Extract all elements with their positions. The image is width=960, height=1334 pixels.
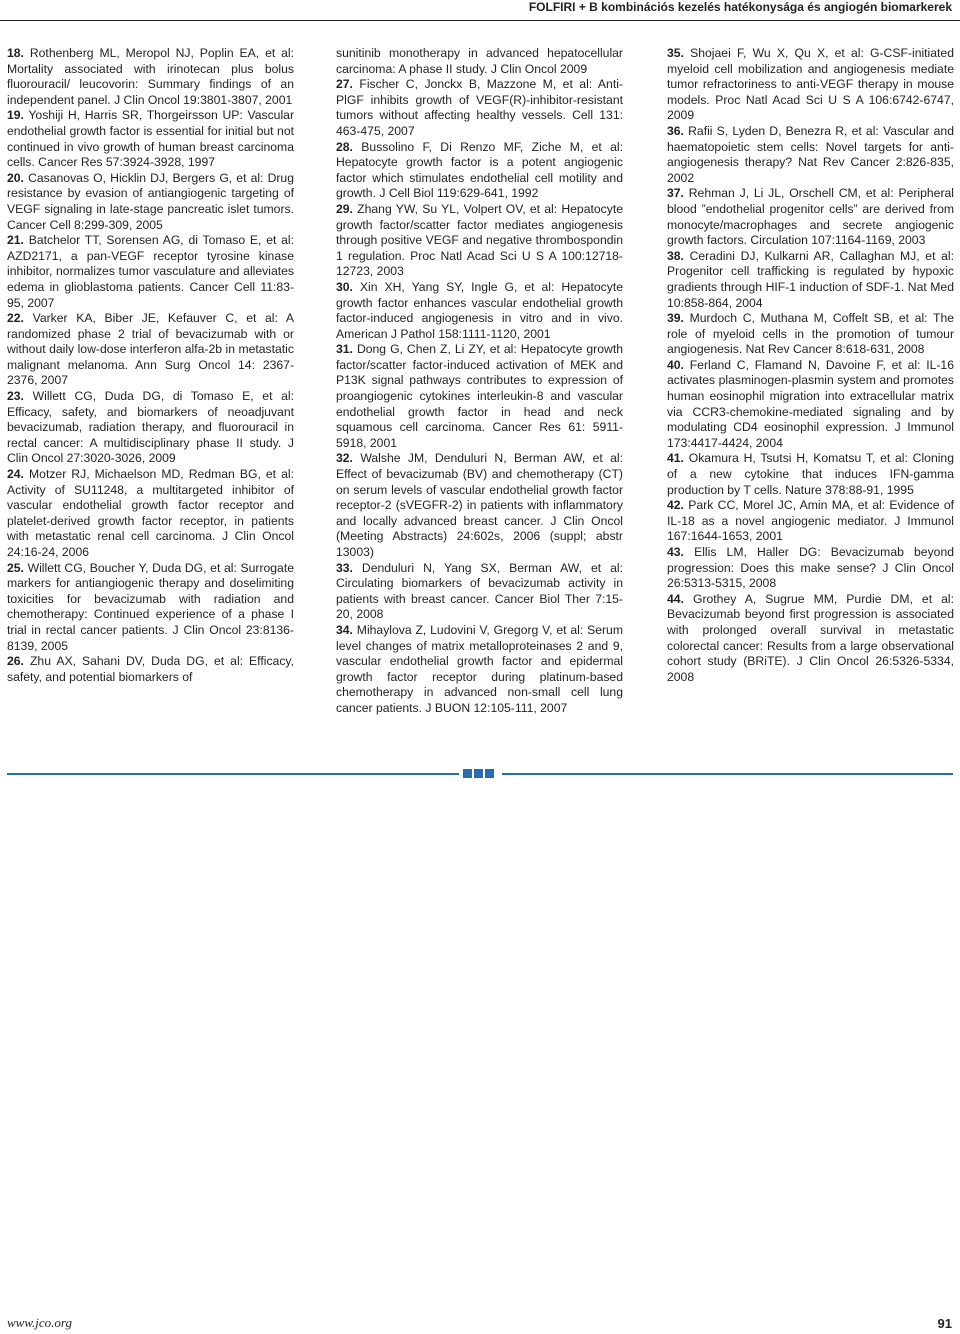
reference-number: 40. [667, 357, 684, 372]
reference-text: Willett CG, Boucher Y, Duda DG, et al: Surrogate markers for antiangiogenic therapy and doselimiting toxicities for bevacizumab with radiation and chemotherapy: Continued experience of a phase I trial in rectal cancer patients. J Clin Oncol 23:8136- 8139, 2005 [7, 560, 294, 653]
reference-text: Fischer C, Jonckx B, Mazzone M, et al: Anti- PlGF inhibits growth of VEGF(R)-inhibitor-resistant tumors without affecting healthy vessels. Cell 131: 463-475, 2007 [336, 77, 623, 138]
reference-entry [7, 233, 294, 311]
reference-number: 26. [7, 654, 24, 669]
reference-number: 37. [667, 186, 684, 201]
reference-number: 20. [7, 170, 24, 185]
reference-text: Dong G, Chen Z, Li ZY, et al: Hepatocyte growth factor/scatter factor-induced activation of MEK and P13K signal pathways contributes to expression of proangiogenic cytokines interleukin-8 and vascular endothelial growth factor in head and neck squamous cell carcinoma. Cancer Res 61: 5911-5918, 2001 [336, 342, 623, 450]
reference-entry [7, 171, 294, 233]
reference-entry [667, 311, 954, 358]
reference-text: Zhang YW, Su YL, Volpert OV, et al: Hepatocyte growth factor/scatter factor mediates angiogenesis through positive VEGF and negative thrombospondin 1 regulation. Proc Natl Acad Sci U S A 100:12718-12723, 2003 [336, 201, 623, 279]
footer-rule-right [502, 773, 953, 775]
reference-text: Rehman J, Li JL, Orschell CM, et al: Peripheral blood ”endothelial progenitor cells” are derived from monocyte/macrophages and secrete angiogenic growth factors. Circulation 107:1164-1169, 2003 [667, 186, 954, 248]
reference-text: Zhu AX, Sahani DV, Duda DG, et al: Efficacy, safety, and potential biomarkers of [7, 654, 294, 684]
reference-entry [667, 545, 954, 592]
page-number: 91 [937, 1316, 952, 1331]
reference-number: 31. [336, 342, 353, 357]
reference-entry [336, 46, 623, 77]
reference-text: Varker KA, Biber JE, Kefauver C, et al: A randomized phase 2 trial of bevacizumab with or without daily low-dose interferon alfa-2b in metastatic malignant melanoma. Ann Surg Oncol 14: 2367-2376, 2007 [7, 311, 294, 388]
reference-text: Yoshiji H, Harris SR, Thorgeirsson UP: Vascular endothelial growth factor is essential for initial but not continued in vivo growth of human breast carcinoma cells. Cancer Res 57:3924-3928, 1997 [7, 108, 294, 170]
reference-number: 32. [336, 451, 353, 466]
reference-column-3 [667, 46, 954, 685]
reference-entry [7, 654, 294, 685]
ornament-square [463, 769, 472, 778]
reference-entry [7, 108, 294, 170]
reference-column-1 [7, 46, 294, 685]
reference-entry [667, 249, 954, 311]
reference-entry [336, 77, 623, 139]
reference-entry [7, 561, 294, 655]
reference-entry [667, 186, 954, 248]
reference-number: 21. [7, 233, 24, 248]
reference-number: 22. [7, 311, 24, 326]
reference-text: Park CC, Morel JC, Amin MA, et al: Evidence of IL-18 as a novel angiogenic mediator. J Immunol 167:1644-1653, 2001 [667, 498, 954, 544]
reference-number: 39. [667, 311, 684, 326]
reference-entry [7, 46, 294, 108]
reference-entry [336, 280, 623, 342]
reference-text: Bussolino F, Di Renzo MF, Ziche M, et al: Hepatocyte growth factor is a potent angiogenic factor which stimulates endothelial cell motility and growth. J Cell Biol 119:629-641, 1992 [336, 139, 623, 201]
reference-text: Ellis LM, Haller DG: Bevacizumab beyond progression: Does this make sense? J Clin Oncol 26:5313-5315, 2008 [667, 545, 954, 591]
reference-number: 24. [7, 467, 24, 482]
reference-text: Rothenberg ML, Meropol NJ, Poplin EA, et al: Mortality associated with irinotecan plus bolus fluorouracil/ leucovorin: Summary findings of an independent panel. J Clin Oncol 19:3801-3807, 2001 [7, 46, 294, 107]
reference-number: 35. [667, 46, 684, 60]
reference-text: Motzer RJ, Michaelson MD, Redman BG, et al: Activity of SU11248, a multitargeted inhibitor of vascular endothelial growth factor receptor and platelet-derived growth factor receptor, in patients with metastatic renal cell carcinoma. J Clin Oncol 24:16-24, 2006 [7, 467, 294, 559]
reference-number: 27. [336, 77, 353, 92]
reference-number: 42. [667, 498, 684, 513]
reference-text: Grothey A, Sugrue MM, Purdie DM, et al: Bevacizumab beyond first progression is associated with prolonged overall survival in metastatic colorectal cancer: Results from a large observational cohort study (BRiTE). J Clin Oncol 26:5326-5334, 2008 [667, 591, 954, 684]
ornament-square [474, 769, 483, 778]
header-rule [0, 20, 960, 21]
journal-website: www.jco.org [7, 1315, 73, 1330]
reference-text: Rafii S, Lyden D, Benezra R, et al: Vascular and haematopoietic stem cells: Novel targets for anti-angiogenesis therapy? Nat Rev Cancer 2:826-835, 2002 [667, 123, 954, 185]
reference-text: Walshe JM, Denduluri N, Berman AW, et al: Effect of bevacizumab (BV) and chemotherapy (CT) on serum levels of vascular endothelial growth factor receptor-2 (sVEGFR-2) in patients with inflammatory and locally advanced breast cancer. J Clin Oncol (Meeting Abstracts) 24:602s, 2006 (suppl; abstr 13003) [336, 451, 623, 559]
reference-number: 43. [667, 545, 684, 559]
reference-number: 25. [7, 560, 24, 575]
reference-entry [7, 389, 294, 467]
reference-text: sunitinib monotherapy in advanced hepatocellular carcinoma: A phase II study. J Clin Oncol 2009 [336, 46, 623, 76]
reference-text: Mihaylova Z, Ludovini V, Gregorg V, et al: Serum level changes of matrix metalloproteinases 2 and 9, vascular endothelial growth factor and epidermal growth factor receptor during platinum-based chemotherapy in advanced non-small cell lung cancer patients. J BUON 12:105-111, 2007 [336, 622, 623, 715]
reference-entry [667, 124, 954, 186]
reference-number: 19. [7, 108, 24, 123]
reference-text: Batchelor TT, Sorensen AG, di Tomaso E, et al: AZD2171, a pan-VEGF receptor tyrosine kinase inhibitor, normalizes tumor vasculature and alleviates edema in glioblastoma patients. Cancer Cell 11:83-95, 2007 [7, 233, 294, 310]
reference-number: 18. [7, 46, 24, 60]
reference-number: 36. [667, 123, 684, 138]
reference-text: Shojaei F, Wu X, Qu X, et al: G-CSF-initiated myeloid cell mobilization and angiogenesis mediate tumor refractoriness to anti-VEGF therapy in mouse models. Proc Natl Acad Sci U S A 106:6742-6747, 2009 [667, 46, 954, 123]
reference-entry [336, 623, 623, 717]
reference-number: 44. [667, 591, 684, 606]
footer-rule-left [7, 773, 459, 775]
reference-text: Ferland C, Flamand N, Davoine F, et al: IL-16 activates plasminogen-plasmin system and promotes human eosinophil migration into extracellular matrix via CCR3-chemokine-mediated signaling and by modulating CD4 eosinophil expression. J Immunol 173:4417-4424, 2004 [667, 357, 954, 450]
reference-text: Willett CG, Duda DG, di Tomaso E, et al: Efficacy, safety, and biomarkers of neoadjuvant bevacizumab, radiation therapy, and fluorouracil in rectal cancer: A multidisciplinary phase II study. J Clin Oncol 27:3020-3026, 2009 [7, 389, 294, 466]
reference-number: 41. [667, 451, 684, 466]
reference-entry [7, 467, 294, 561]
reference-number: 38. [667, 248, 684, 263]
reference-entry [336, 561, 623, 623]
reference-entry [336, 202, 623, 280]
reference-column-2 [336, 46, 623, 717]
reference-entry [667, 498, 954, 545]
reference-text: Casanovas O, Hicklin DJ, Bergers G, et al: Drug resistance by evasion of antiangiogenic targeting of VEGF signaling in late-stage pancreatic islet tumors. Cancer Cell 8:299-309, 2005 [7, 170, 294, 232]
reference-entry [667, 358, 954, 452]
reference-number: 23. [7, 389, 24, 404]
reference-entry [336, 342, 623, 451]
reference-entry [336, 140, 623, 202]
reference-entry [336, 451, 623, 560]
running-head: FOLFIRI + B kombinációs kezelés hatékonysága és angiogén biomarkerek [528, 0, 952, 14]
reference-number: 33. [336, 560, 353, 575]
ornament-square [485, 769, 494, 778]
reference-text: Xin XH, Yang SY, Ingle G, et al: Hepatocyte growth factor enhances vascular endothelial growth factor-induced angiogenesis in vitro and in vivo. American J Pathol 158:1111-1120, 2001 [336, 279, 623, 341]
reference-text: Denduluri N, Yang SX, Berman AW, et al: Circulating biomarkers of bevacizumab activity in patients with breast cancer. Cancer Biol Ther 7:15-20, 2008 [336, 560, 623, 622]
reference-number: 30. [336, 279, 353, 294]
reference-text: Okamura H, Tsutsi H, Komatsu T, et al: Cloning of a new cytokine that induces IFN-gamma production by T cells. Nature 378:88-91, 1995 [667, 451, 954, 497]
reference-entry [667, 46, 954, 124]
reference-number: 34. [336, 622, 353, 637]
reference-entry [667, 592, 954, 686]
reference-entry [667, 451, 954, 498]
reference-text: Murdoch C, Muthana M, Coffelt SB, et al: The role of myeloid cells in the promotion of tumour angiogenesis. Nat Rev Cancer 8:618-631, 2008 [667, 311, 954, 357]
reference-entry [7, 311, 294, 389]
reference-text: Ceradini DJ, Kulkarni AR, Callaghan MJ, et al: Progenitor cell trafficking is regulated by hypoxic gradients through HIF-1 induction of SDF-1. Nat Med 10:858-864, 2004 [667, 248, 954, 310]
footer-ornament [463, 769, 494, 778]
reference-number: 28. [336, 139, 353, 154]
reference-number: 29. [336, 201, 353, 216]
